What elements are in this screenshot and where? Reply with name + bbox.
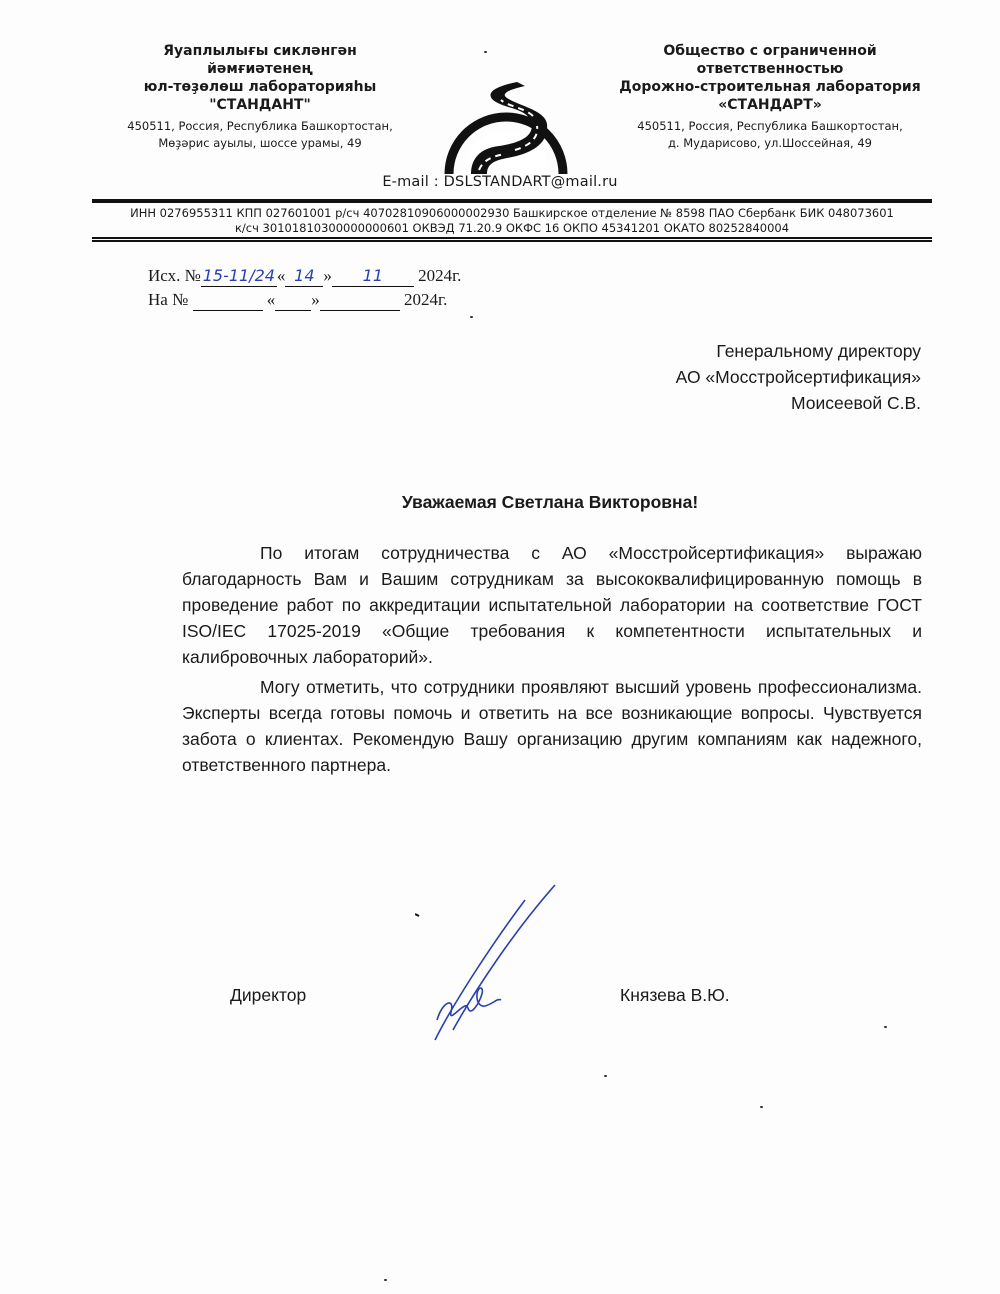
- letterhead-right: [600, 42, 940, 152]
- header-divider: [92, 237, 932, 239]
- scan-speck: [384, 1279, 387, 1281]
- name-line: Яуаплылығы сикләнгән: [163, 43, 357, 59]
- outgoing-reference: [148, 266, 461, 287]
- road-logo-icon: [441, 62, 571, 176]
- company-name-bashkir: [100, 42, 420, 114]
- ref-label: Исх. №: [148, 266, 201, 285]
- name-line: юл-төҙөлөш лабораторияһы: [143, 79, 377, 95]
- name-line: «СТАНДАРТ»: [718, 97, 822, 113]
- ref-year: 2024г.: [418, 266, 462, 285]
- ref-day: 14: [294, 266, 315, 285]
- paragraph: По итогам сотрудничества с АО «Мосстройсертификация» выражаю благодарность Вам и Вашим сотрудникам за высококвалифицированную помощь в проведение работ по аккредитации испытательной лаборатории на соответствие ГОСТ ISO/IEC 17025-2019 «Общие требования к компетентности испытательных и калибровочных лабораторий».: [182, 543, 922, 667]
- addressee-line: Генеральному директору: [716, 341, 921, 361]
- bank-requisites: [92, 206, 932, 236]
- quote: »: [323, 266, 332, 285]
- address-line: 450511, Россия, Республика Башкортостан,: [637, 119, 903, 133]
- ref-number: 15-11/24: [202, 266, 275, 285]
- addressee-line: Моисеевой С.В.: [790, 393, 921, 413]
- letterhead-left: [100, 42, 420, 152]
- name-line: Дорожно-строительная лаборатория: [619, 79, 921, 95]
- reply-reference: [148, 290, 447, 311]
- signatory-role: Директор: [230, 985, 307, 1005]
- quote: «: [266, 290, 276, 309]
- addressee-block: [676, 338, 921, 416]
- requisites-line: к/сч 30101810300000000601 ОКВЭД 71.20.9 ОКФС 16 ОКПО 45341201 ОКАТО 80252840004: [234, 221, 790, 235]
- company-email: E-mail : DSLSTANDART@mail.ru: [382, 174, 618, 190]
- name-line: Общество с ограниченной: [663, 43, 877, 59]
- ref-month: 11: [362, 266, 383, 285]
- company-name-russian: [600, 42, 940, 114]
- reply-label: На №: [148, 290, 189, 309]
- scan-speck: [484, 51, 487, 53]
- name-line: ответственностью: [696, 61, 844, 77]
- quote: »: [311, 290, 320, 309]
- salutation: Уважаемая Светлана Викторовна!: [401, 492, 699, 512]
- address-line: Мөҙәрис ауылы, шоссе урамы, 49: [158, 136, 362, 150]
- address-line: д. Мударисово, ул.Шоссейная, 49: [667, 136, 872, 150]
- addressee-line: АО «Мосстройсертификация»: [675, 367, 921, 387]
- address-line: 450511, Россия, Республика Башкортостан,: [127, 119, 393, 133]
- handwritten-signature-icon: [415, 880, 595, 1050]
- reply-year: 2024г.: [404, 290, 448, 309]
- letter-body: [182, 540, 922, 778]
- name-line: "СТАНДАНТ": [209, 97, 311, 113]
- header-divider: [92, 199, 932, 203]
- quote: «: [276, 266, 286, 285]
- scan-speck: [760, 1106, 763, 1108]
- requisites-line: ИНН 0276955311 КПП 027601001 р/сч 40702810906000002930 Башкирское отделение № 8598 ПАО Сбербанк БИК 048073601: [130, 206, 894, 220]
- signatory-name: Князева В.Ю.: [620, 985, 730, 1005]
- address-bashkir: [100, 118, 420, 152]
- scan-speck: [884, 1026, 887, 1028]
- address-russian: [600, 118, 940, 152]
- scan-speck: [604, 1075, 607, 1077]
- header-divider: [92, 240, 932, 242]
- paragraph: Могу отметить, что сотрудники проявляют высший уровень профессионализма. Эксперты всегда готовы помочь и ответить на все возникающие вопросы. Чувствуется забота о клиентах. Рекомендую Вашу организацию другим компаниям как надежного, ответственного партнера.: [182, 677, 922, 775]
- scan-speck: [470, 316, 473, 318]
- name-line: йәмғиәтенең: [207, 61, 313, 77]
